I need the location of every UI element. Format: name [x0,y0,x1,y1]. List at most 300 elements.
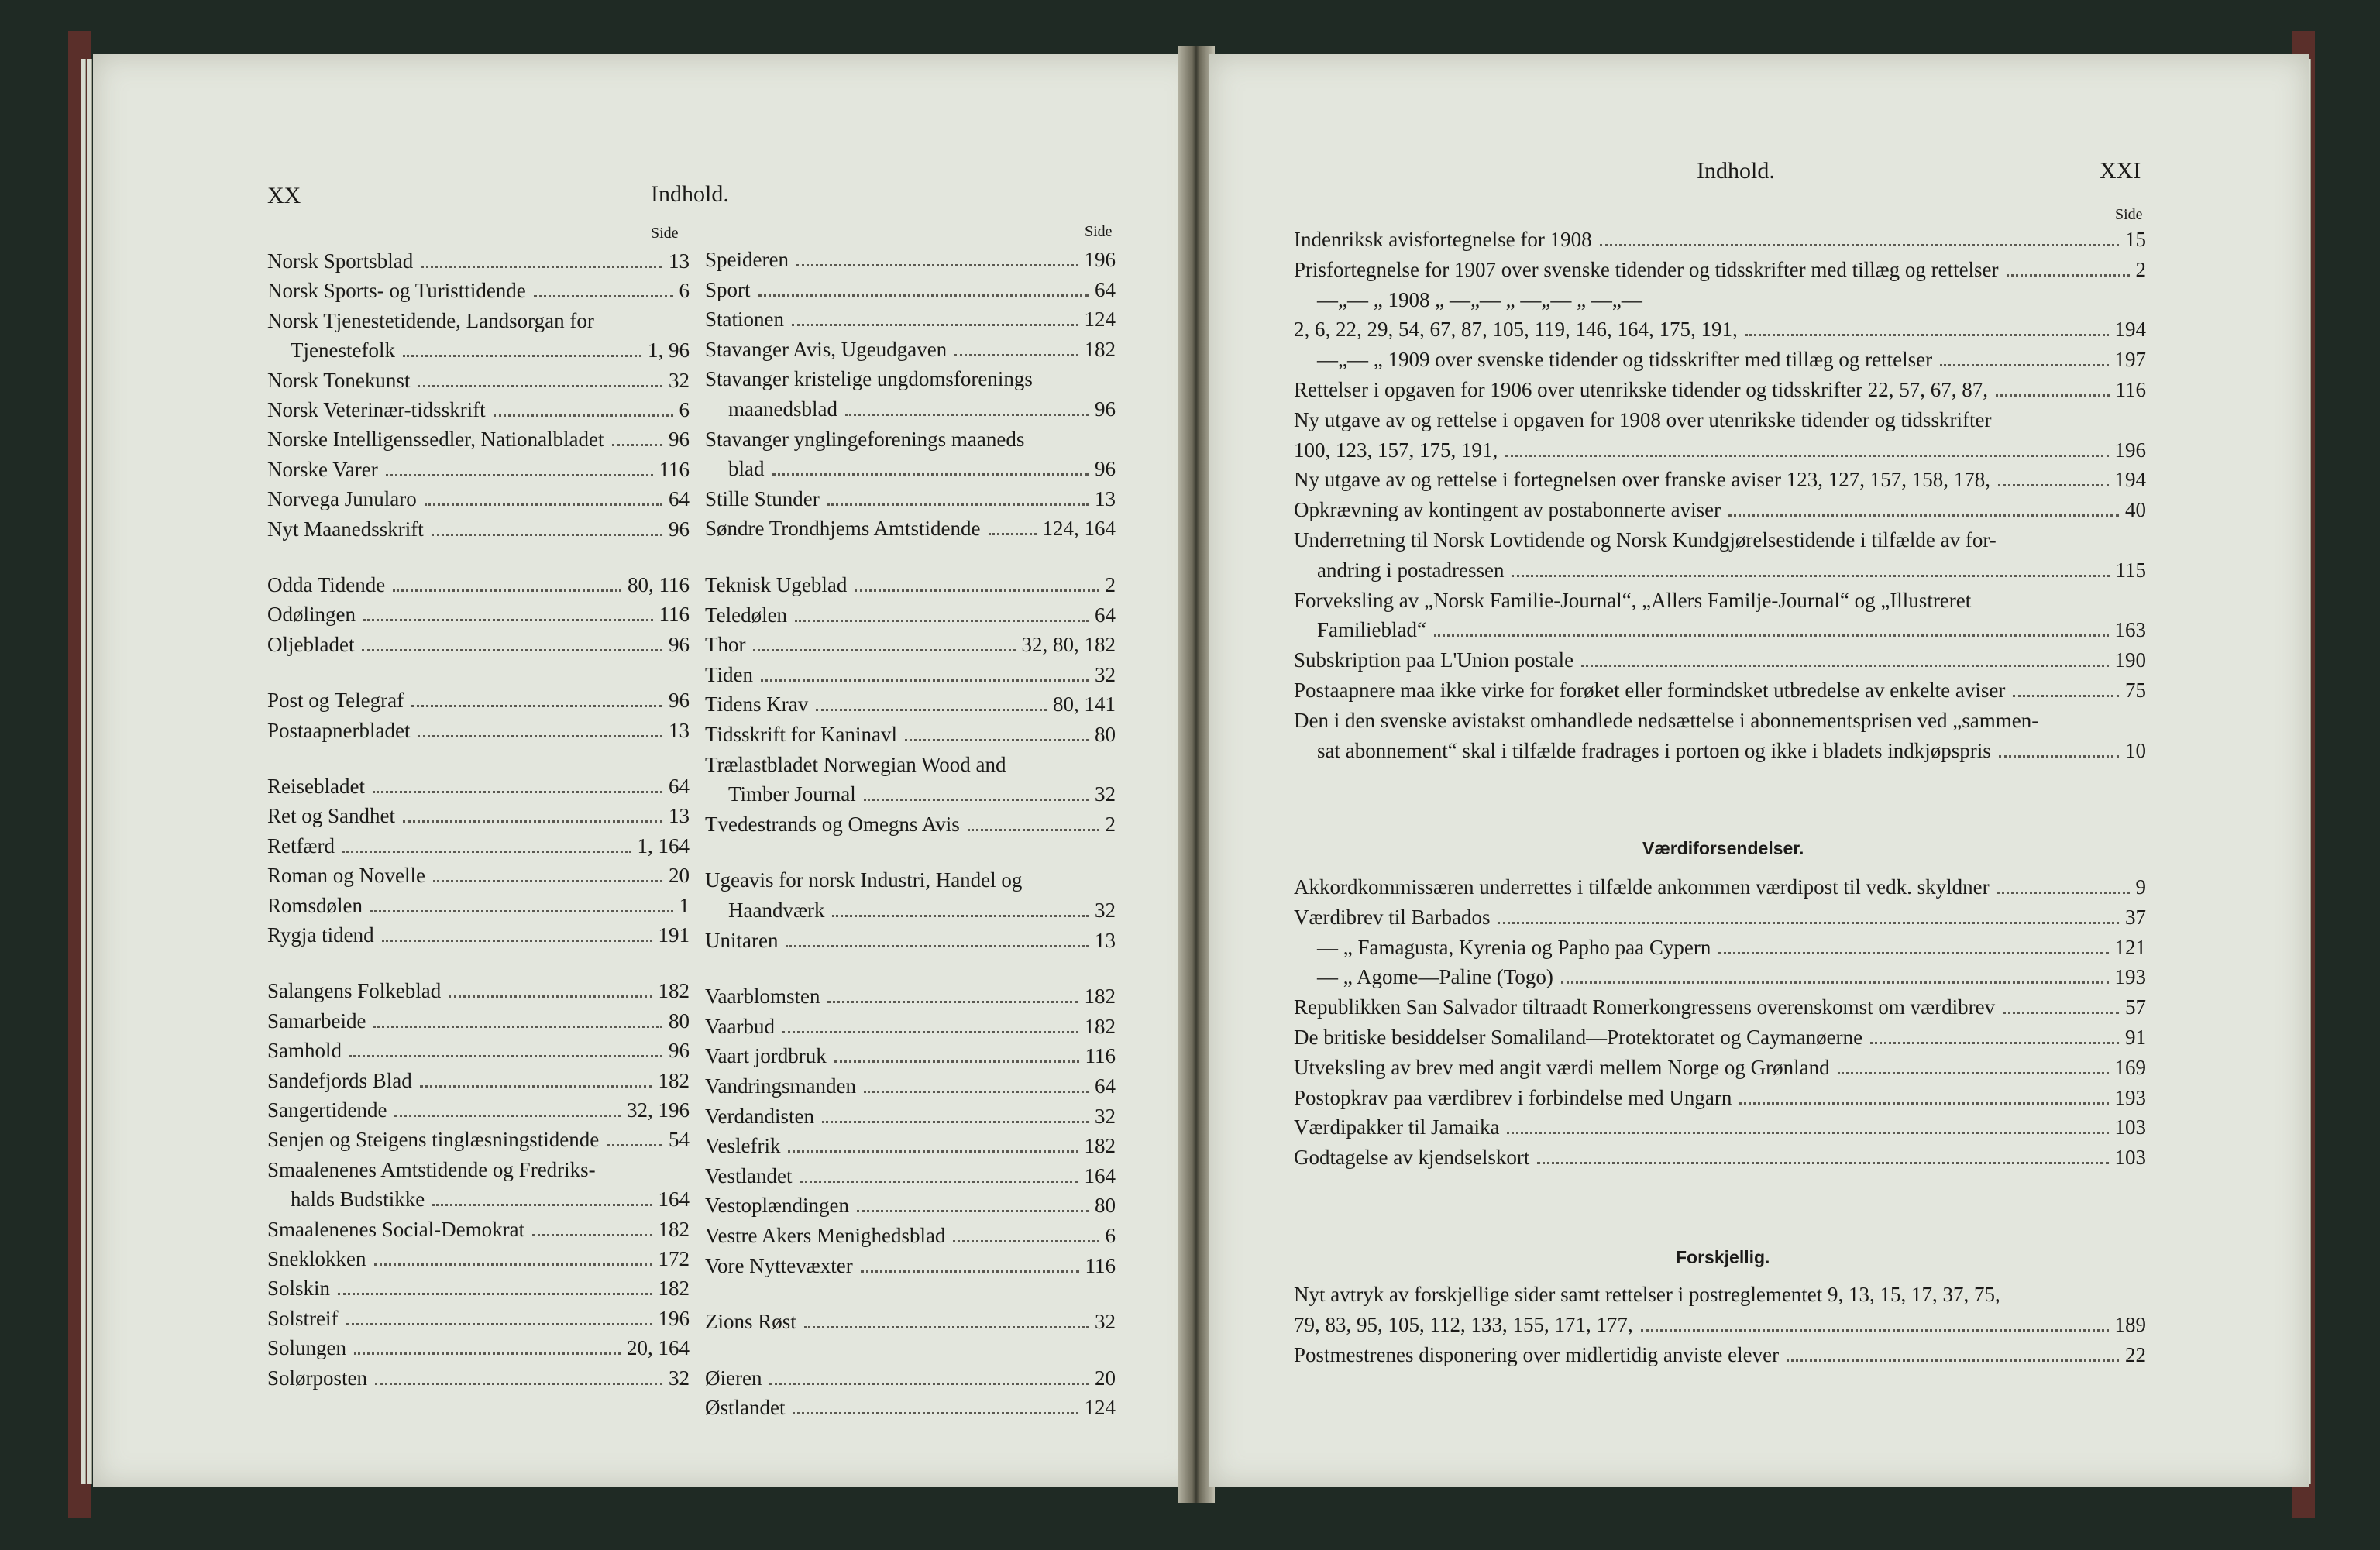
dot-leader [1600,244,2119,246]
entry-title: Norske Varer [267,457,378,481]
dot-leader [792,324,1078,326]
index-entry [705,308,1116,332]
index-entry [267,458,690,482]
left-running-title: Indhold. [651,181,729,207]
index-entry-heading: Smaalenenes Amtstidende og Fredriks- [267,1157,596,1181]
entry-title: Nyt Maanedsskrift [267,517,424,541]
page-reference: 6 [1105,1224,1116,1247]
page-reference: 2 [2135,257,2146,281]
entry-title: Norsk Sports- og Turisttidende [267,279,526,303]
entry-title: Sneklokken [267,1247,366,1270]
dot-leader [449,995,652,998]
dot-leader [374,1263,652,1266]
page-reference: 189 [2114,1312,2146,1336]
dot-leader [753,649,1015,651]
index-entry [267,923,690,947]
dot-leader [855,589,1099,592]
dot-leader [2003,1012,2119,1014]
entry-title: 2, 6, 22, 29, 54, 67, 87, 105, 119, 146, 164, 175, 191, [1294,318,1738,342]
entry-title: Indenriksk avisfortegnelse for 1908 [1294,228,1592,251]
entry-title: andring i postadressen [1317,558,1505,582]
entry-title: Republikken San Salvador tiltraadt Romerkongressens overenskomst om værdibrev [1294,995,1996,1019]
dot-leader [403,820,662,823]
page-reference: 196 [1084,248,1116,271]
entry-title: Utveksling av brev med angit værdi mellem Norge og Grønland [1294,1055,1830,1079]
right-page [1209,54,2309,1487]
dot-leader [393,589,621,592]
page-reference: 91 [2125,1026,2146,1049]
index-entry [267,517,690,541]
page-reference: 96 [1095,397,1116,421]
entry-title: Norvega Junularo [267,487,417,511]
dot-leader [373,1026,662,1028]
index-entry [705,278,1116,302]
entry-title: maanedsblad [728,397,837,421]
page-reference: 182 [1084,337,1116,361]
dot-leader [1739,1102,2108,1105]
index-entry-heading: Trælastbladet Norwegian Wood and [705,752,1006,776]
dot-leader [769,1383,1089,1385]
page-reference: 13 [669,249,690,273]
dot-leader [534,295,673,297]
page-reference: 6 [679,398,690,421]
index-entry [705,1015,1116,1039]
index-entry [705,338,1116,362]
entry-title: Postmestrenes disponering over midlertidig anviste elever [1294,1342,1780,1366]
page-reference: 22 [2125,1342,2146,1366]
dot-leader [363,619,653,621]
index-entry-heading: Norsk Tjenestetidende, Landsorgan for [267,308,594,332]
dot-leader [1507,1132,2108,1134]
entry-title: Rygja tidend [267,923,374,947]
index-entry [1317,965,2146,989]
dot-leader [953,1240,1099,1242]
dot-leader [761,679,1089,682]
index-entry [267,1247,690,1271]
index-entry [267,979,690,1003]
index-entry [705,573,1116,597]
entry-title: Teledølen [705,603,788,627]
index-entry [705,633,1116,657]
index-entry-heading: Den i den svenske avistakst omhandlede nedsættelse i abonnementsprisen ved „sammen- [1294,708,2039,732]
dot-leader [394,1115,621,1117]
index-entry [291,339,690,363]
index-entry [267,1218,690,1242]
left-col1-side-label: Side [651,225,679,242]
left-col2-side-label: Side [1085,223,1113,240]
index-entry [267,487,690,511]
index-entry [267,573,690,597]
entry-title: Postaapnere maa ikke virke for forøket eller formindsket utbredelse av enkelte aviser [1294,679,2006,702]
right-side-label: Side [2115,206,2143,223]
entry-title: Ny utgave av og rettelse i fortegnelsen over franske aviser 123, 127, 157, 158, 178, [1294,468,1991,492]
entry-title: Norske Intelligenssedler, Nationalbladet [267,428,604,452]
page-reference: 196 [2114,438,2146,462]
dot-leader [494,414,673,417]
page-reference: 32, 196 [627,1098,690,1122]
page-reference: 32, 80, 182 [1021,633,1116,657]
index-entry [1317,936,2146,960]
page-reference: 96 [669,517,690,541]
entry-title: Vestoplændingen [705,1194,849,1218]
entry-title: Tvedestrands og Omegns Avis [705,812,960,836]
page-reference: 80 [1095,723,1116,746]
page-reference: 80, 141 [1053,693,1116,717]
index-entry [705,1074,1116,1098]
entry-title: Smaalenenes Social-Demokrat [267,1217,525,1241]
page-reference: 197 [2114,348,2146,372]
index-entry [1294,438,2146,462]
page-reference: 2 [1105,812,1116,836]
page-reference: 1, 164 [637,833,690,857]
page-reference: 13 [669,804,690,828]
index-entry [705,1224,1116,1248]
index-entry [705,1194,1116,1218]
dot-leader [834,1060,1079,1063]
page-reference: 57 [2125,995,2146,1019]
entry-title: Vestre Akers Menighedsblad [705,1224,946,1247]
index-entry-heading: Underretning til Norsk Lovtidende og Norsk Kundgjørelsestidende i tilfælde av for- [1294,528,1997,552]
index-entry [291,1187,690,1211]
page-reference: 116 [659,603,690,627]
section-title-values: Værdiforsendelser. [1642,838,1804,858]
index-entry [705,1366,1116,1390]
dot-leader [861,1270,1079,1273]
entry-title: Sandefjords Blad [267,1068,412,1092]
dot-leader [795,620,1089,622]
index-entry-heading: Stavanger kristelige ungdomsforenings [705,367,1033,391]
dot-leader [342,851,631,853]
entry-title: Veslefrik [705,1134,781,1158]
dot-leader [1512,575,2109,577]
page-reference: 164 [658,1187,690,1211]
entry-title: Vaarblomsten [705,985,820,1009]
index-entry [1294,875,2146,899]
page-reference: 96 [669,632,690,656]
index-entry [705,723,1116,747]
entry-title: Solskin [267,1277,331,1301]
entry-title: Sangertidende [267,1098,387,1122]
entry-title: Tiden [705,662,754,686]
page-reference: 191 [658,923,690,947]
dot-leader [375,1383,662,1385]
entry-title: Timber Journal [728,782,856,806]
entry-title: Thor [705,633,746,657]
entry-title: Øieren [705,1366,762,1390]
entry-title: — „ Famagusta, Kyrenia og Papho paa Cypern [1317,935,1711,959]
dot-leader [354,1352,621,1355]
page-reference: 124 [1084,308,1116,332]
page-reference: 182 [658,979,690,1003]
dot-leader [1718,952,2108,954]
index-entry [1294,318,2146,342]
index-entry [267,1128,690,1152]
page-reference: 13 [1095,486,1116,510]
dot-leader [1999,755,2119,758]
page-reference: 80 [669,1009,690,1033]
dot-leader [1745,334,2109,336]
entry-title: Norsk Tonekunst [267,368,411,392]
page-reference: 2 [1105,573,1116,596]
page-reference: 193 [2114,965,2146,989]
page-reference: 15 [2125,228,2146,251]
dot-leader [822,1121,1089,1123]
dot-leader [804,1326,1089,1328]
dot-leader [989,533,1037,535]
entry-title: Familieblad“ [1317,618,1426,642]
entry-title: Søndre Trondhjems Amtstidende [705,517,981,541]
entry-title: Tjenestefolk [291,339,395,363]
dot-leader [418,735,662,737]
entry-title: Zions Røst [705,1310,796,1334]
index-entry [267,603,690,627]
index-entry [705,1044,1116,1068]
entry-title: Vaarbud [705,1014,775,1038]
index-entry [1317,739,2146,763]
index-entry [1294,468,2146,492]
page-reference: 115 [2115,558,2146,582]
entry-title: Samhold [267,1039,342,1063]
entry-title: Værdibrev til Barbados [1294,905,1491,929]
entry-title: halds Budstikke [291,1187,425,1211]
dot-leader [827,503,1089,506]
index-entry [1294,906,2146,930]
dot-leader [1434,634,2109,637]
page-reference: 193 [2114,1085,2146,1109]
index-entry [728,457,1116,481]
index-entry [705,1105,1116,1129]
entry-title: Solungen [267,1336,347,1360]
page-reference: 169 [2114,1055,2146,1079]
entry-title: Stationen [705,308,784,332]
page-reference: 32 [1095,1310,1116,1334]
entry-title: Tidens Krav [705,693,809,717]
dot-leader [433,880,662,882]
dot-leader [373,791,662,793]
index-entry [1294,1026,2146,1050]
dot-leader [532,1234,652,1236]
page-reference: 116 [1085,1253,1116,1277]
entry-title: Roman og Novelle [267,864,425,888]
page-reference: 194 [2114,318,2146,342]
index-entry [1294,648,2146,672]
entry-title: Subskription paa L'Union postale [1294,648,1574,672]
page-reference: 13 [1095,928,1116,952]
page-reference: 37 [2125,905,2146,929]
index-entry [267,1307,690,1331]
index-entry [1294,679,2146,703]
index-entry [705,517,1116,541]
page-reference: 124 [1084,1396,1116,1420]
index-entry [267,1069,690,1093]
page-reference: 10 [2125,738,2146,762]
entry-title: Post og Telegraf [267,689,404,713]
dot-leader [864,799,1089,801]
dot-leader [411,705,662,707]
index-entry [705,929,1116,953]
entry-title: Verdandisten [705,1104,814,1128]
dot-leader [338,1293,652,1295]
index-entry [267,1098,690,1122]
index-entry [728,899,1116,923]
index-entry [267,1009,690,1033]
dot-leader [362,649,662,651]
index-entry [728,782,1116,806]
dot-leader [864,1091,1089,1093]
page-reference: 13 [669,718,690,742]
page-reference: 96 [669,428,690,452]
entry-title: Ret og Sandhet [267,804,395,828]
index-entry [705,603,1116,627]
index-entry [705,1254,1116,1278]
entry-title: Romsdølen [267,893,363,917]
index-entry [1317,558,2146,583]
index-entry [267,369,690,393]
index-entry [267,689,690,713]
entry-title: Vestlandet [705,1163,793,1187]
page-reference: 40 [2125,498,2146,522]
dot-leader [796,264,1078,266]
entry-title: Stavanger Avis, Ugeudgaven [705,337,948,361]
entry-title: Norsk Veterinær-tidsskrift [267,398,486,421]
page-reference: 194 [2114,468,2146,492]
entry-title: Postopkrav paa værdibrev i forbindelse med Ungarn [1294,1085,1732,1109]
index-entry [705,487,1116,511]
dot-leader [905,739,1089,741]
index-entry-heading: Ny utgave av og rettelse i opgaven for 1908 over utenrikske tidender og tidsskrifter [1294,407,1992,431]
index-entry [267,1366,690,1390]
entry-title: 79, 83, 95, 105, 112, 133, 155, 171, 177, [1294,1312,1633,1336]
page-reference: 20, 164 [627,1336,690,1360]
index-entry [267,719,690,743]
page-edges-left [81,59,86,1484]
index-entry [1294,1146,2146,1170]
entry-title: Salangens Folkeblad [267,979,442,1003]
dot-leader [1997,892,2130,894]
entry-title: Speideren [705,248,789,271]
dot-leader [827,1001,1078,1003]
right-page-number: XXI [2100,158,2141,184]
dot-leader [816,709,1047,711]
dot-leader [346,1323,652,1325]
dot-leader [1581,665,2108,667]
index-entry [705,693,1116,717]
page-reference: 32 [1095,782,1116,806]
page-reference: 6 [679,279,690,303]
index-entry [267,804,690,828]
page-reference: 80 [1095,1194,1116,1218]
entry-title: — „ Agome—Paline (Togo) [1317,965,1553,989]
index-entry-heading: —„— „ 1908 „ —„— „ —„— „ —„— [1317,287,1642,311]
index-entry [267,398,690,422]
entry-title: Stille Stunder [705,486,820,510]
entry-title: Godtagelse av kjendselskort [1294,1146,1530,1170]
page-reference: 96 [669,689,690,713]
entry-title: Akkordkommissæren underrettes i tilfælde ankommen værdipost til vedk. skyldner [1294,875,1990,899]
page-reference: 64 [1095,603,1116,627]
dot-leader [857,1210,1089,1212]
index-entry [1294,1086,2146,1110]
dot-leader [382,940,652,942]
page-reference: 182 [658,1277,690,1301]
entry-title: Solstreif [267,1306,339,1330]
entry-title: Værdipakker til Jamaika [1294,1115,1500,1139]
dot-leader [1728,514,2119,517]
dot-leader [1498,922,2119,924]
entry-title: Tidsskrift for Kaninavl [705,723,897,746]
entry-title: Reisebladet [267,775,365,798]
index-entry [267,249,690,273]
index-entry-heading: Stavanger ynglingeforenings maaneds [705,427,1025,451]
page-reference: 182 [1084,1134,1116,1158]
entry-title: blad [728,457,765,481]
index-entry [1294,258,2146,282]
left-page [93,54,1201,1487]
dot-leader [612,444,662,446]
entry-title: Senjen og Steigens tinglæsningstidende [267,1128,600,1152]
index-entry [1294,228,2146,252]
dot-leader [420,1085,652,1088]
page-reference: 32 [1095,899,1116,922]
page-reference: 32 [1095,662,1116,686]
left-page-number: XX [267,183,301,208]
page-reference: 64 [1095,277,1116,301]
dot-leader [1641,1329,2109,1332]
page-reference: 163 [2114,618,2146,642]
page-reference: 64 [1095,1074,1116,1098]
page-reference: 116 [1085,1044,1116,1068]
entry-title: Opkrævning av kontingent av postabonnerte aviser [1294,498,1721,522]
index-entry [1317,618,2146,642]
page-reference: 64 [669,775,690,798]
page-reference: 80, 116 [628,573,690,596]
dot-leader [788,1150,1078,1153]
index-entry-heading: Nyt avtryk av forskjellige sider samt rettelser i postreglementet 9, 13, 15, 17, 37, 75, [1294,1283,2000,1306]
page-reference: 116 [659,457,690,481]
index-entry [705,1396,1116,1420]
page-reference: 182 [658,1217,690,1241]
page-reference: 9 [2135,875,2146,899]
dot-leader [425,503,662,506]
dot-leader [421,266,662,268]
index-entry [267,279,690,303]
entry-title: sat abonnement“ skal i tilfælde fradrages i portoen og ikke i bladets indkjøpspris [1317,738,1991,762]
entry-title: Norsk Sportsblad [267,249,414,273]
entry-title: Rettelser i opgaven for 1906 over utenrikske tidender og tidsskrifter 22, 57, 67, 87, [1294,378,1989,401]
index-entry [1294,1313,2146,1337]
index-entry [705,1134,1116,1158]
index-entry-heading: Ugeavis for norsk Industri, Handel og [705,868,1023,892]
index-entry [705,663,1116,687]
entry-title: Prisfortegnelse for 1907 over svenske tidender og tidsskrifter med tillæg og rettelser [1294,257,1999,281]
right-running-title: Indhold. [1697,158,1775,184]
page-reference: 196 [658,1306,690,1330]
dot-leader [607,1144,662,1146]
dot-leader [1870,1042,2119,1044]
dot-leader [418,385,662,387]
entry-title: Teknisk Ugeblad [705,573,848,596]
page-reference: 75 [2125,679,2146,702]
index-entry [267,894,690,918]
dot-leader [793,1412,1078,1414]
dot-leader [1998,484,2108,486]
index-entry [267,428,690,452]
index-entry [267,834,690,858]
page-reference: 190 [2114,648,2146,672]
page-reference: 32 [669,368,690,392]
dot-leader [968,829,1099,831]
index-entry [1294,1115,2146,1139]
